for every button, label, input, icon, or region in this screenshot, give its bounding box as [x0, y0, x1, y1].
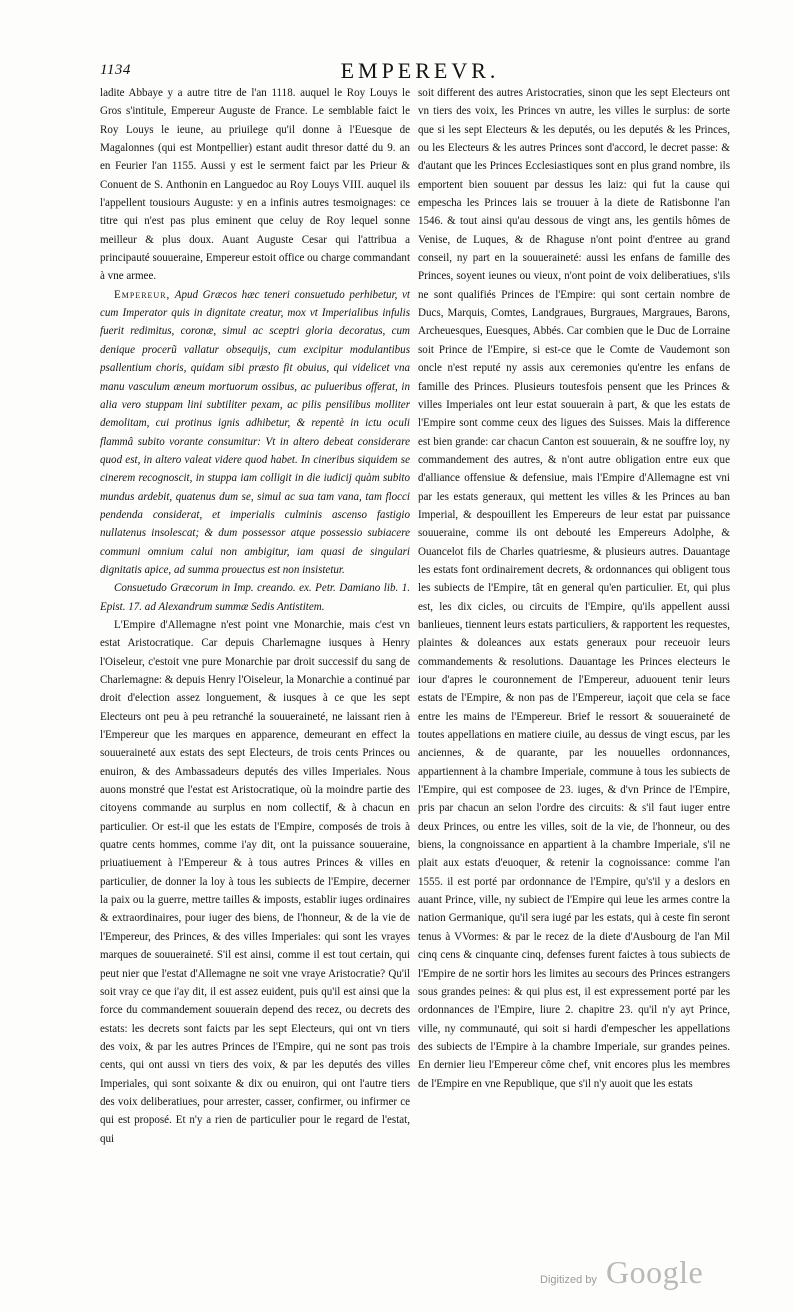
page-number: 1134 — [100, 62, 131, 78]
right-paragraph-1: soit different des autres Aristocraties, sinon que les sept Electeurs ont vn tiers des voix, les Princes vn autre, les villes le surplus: de sorte que si les sept Electeurs & les deputés, ou les deputés & les Princes, ou les Electeurs & les autres Princes sont d'accord, le decret passe: & d'autant que les Princes Ecclesiastiques sont en plus grand nombre, ils emportent bien souuent par dessus les laiz: qui fut la cause qui empescha les Princes lais se trouuer à la diete de Ratisbonne l'an 1546. & tout ainsi qu'au dessous de vingt ans, les gentils hômes de Venise, de Luques, & de Rhaguse n'ont point d'entree au grand conseil, ny part en la souueraineté: aussi les enfans de famille des Princes, soyent ieunes ou vieux, n'ont point de voix deliberatiues, s'ils ne sont qualifiés Princes de l'Empire: qui sont certain nombre de Ducs, Marquis, Comtes, Landgraues, Burgraues, Margraues, Barons, Archeuesques, Euesques, Abbés. Car combien que le Duc de Lorraine soit Prince de l'Empire, si est-ce que le Comte de Vaudemont son oncle n'est reputé ny assis aux ceremonies qu'entre les enfans de famille des Princes. Plusieurs toutesfois pensent que les Princes & villes Imperiales ont leur estat souuerain à part, & que les estats de l'Empire sont comme ceux des ligues des Suisses. Mais la difference est bien grande: car chacun Canton est souuerain, & ne souffre loy, ny commandement des autres, & n'ont autre obligation entre eux que d'alliance offensiue & defensiue, mais l'Empire d'Allemagne est vni par les estats generaux, qui mettent les villes & les Princes au ban Imperial, & despouillent les Empereurs de leur estat par puissance souueraine, comme ils ont debouté les Empereurs Adolphe, & Ouancelot fils de Charles quatriesme, & plusieurs autres. Dauantage les estats font ordinairement decrets, & ordonnances qui obligent tous les subiects de l'Empire, tât en general qu'en particulier. Et, qui plus est, les dix cicles, ou circuits de l'Empire, qu'ils appellent aussi banlieues, tiennent leurs estats particuliers, & rapportent les requestes, plaintes & doleances aux estats generaux pour receuoir leurs commandements & resolutions. Dauantage les Princes electeurs le iour d'apres le couronnement de l'Empereur, aduouent tenir leurs estats de l'Empire, & non pas de l'Empereur, iaçoit que cela se face entre les mains de l'Empereur. Brief le ressort & souueraineté de toutes appellations en matiere ciuile, au dessus de vingt escus, par les anciennes, & de quarante, par les nouuelles ordonnances, appartiennent à la chambre Imperiale, commune à tous les subiects de l'Empire, qui est composee de 23. iuges, & d'vn Prince de l'Empire, pris par chacun an selon l'ordre des circuits: & s'il faut iuger entre deux Princes, ou entre les villes, soit de la vie, de l'honneur, ou des biens, la congnoissance en appartient à la chambre Imperiale, s'il ne plait aux estats d'euoquer, & retenir la cognoissance: comme l'an 1555. il est porté par ordonnance de l'Empire, qu's'il y a deslors en auant Prince, ville, ny subiect de l'Empire qui leue les armes contre la nation Germanique, qu'il sera iugé par les estats, qui à ceste fin seront tenus à VVormes: & par le recez de la diete d'Ausbourg de l'an Mil cinq cens & cinquante cinq, defenses furent faictes à tous subiects de l'Empire de ne sortir hors les limites au secours des Princes estrangers sous grandes peines: & qui plus est, il est expressement porté par les ordonnances de l'Empire, liure 2. chapitre 23. qu'il n'y ayt Prince, ville, ny communauté, qui soit si hardi d'empescher les appellations des subiects de l'Empire à la chambre Imperiale, sur grandes peines. En dernier lieu l'Empereur côme chef, vnit encores plus les membres de l'Empire en vne Republique, que s'il n'y auoit que les estats — [418, 87, 730, 1090]
latin-quote: Apud Græcos hæc teneri consuetudo perhibetur, vt cum Imperator quis in dignitate creatur, mox vt Imperialibus infulis fuerit redimitus, coronæ, simul ac sceptri gloria decoratus, cum denique procerũ vallatur obsequijs, cum excipitur modulantibus psallentium choris, quidam sibi præsto fit obuius, qui videlicet vna manu vasculum æneum mortuorum ossibus, ac pulueribus offerat, in alia vero stuppam lini subtiliter pexam, ac pilis pensilibus molliter demolitam, cui protinus ignis adhibetur, & repentè in ictu oculi flammâ subito vorante consumitur: Vt in altero debeat considerare quod est, in altero valeat videre quod habet. In cineribus siquidem se cinerem recognoscit, in stuppa iam colligit in die iudicij quàm subito mundus ardebit, quatenus dum se, simul ac sua tam vana, tam flocci pendenda considerat, et imperialis culminis ascenso fastigio nullatenus insolescat; & dum possessor atque possessio subiacere communi omnium calui non ambigitur, iam quasi de singulari dignitatis apice, ad summa prouectus est non insistetur. — [100, 288, 410, 576]
left-column — [100, 84, 410, 1234]
digitized-watermark — [540, 1254, 750, 1294]
left-paragraph-empire: L'Empire d'Allemagne n'est point vne Monarchie, mais c'est vn estat Aristocratique. Car depuis Charlemagne iusques à Henry l'Oiseleur, c'estoit vne pure Monarchie par droit successif du sang de Charlemagne: & depuis Henry l'Oiseleur, la Monarchie a continué par droit d'election assez longuement, & iusques à ce que les sept Electeurs ont peu à peu retranché la souueraineté, ne laissant rien à l'Empereur que les marques en apparence, demeurant en effect la souueraineté aux estats des sept Electeurs, de trois cents Princes ou enuiron, & des Ambassadeurs deputés des villes Imperiales. Nous auons monstré que l'estat est Aristocratique, où la moindre partie des citoyens commande au surplus en nom collectif, & à chacun en particulier. Or est-il que les estats de l'Empire, composés de trois à quatre cents hommes, comme i'ay dit, ont la puissance souueraine, priuatiuement à l'Empereur & à tous autres Princes & villes en particulier, de donner la loy à tous les subiects de l'Empire, decerner la paix ou la guerre, mettre tailles & imposts, establir iuges ordinaires & extraordinaires, pour iuger des biens, de l'honneur, & de la vie de l'Empereur, des Princes, & des villes Imperiales: qui sont les vrayes marques de souueraineté. S'il est ainsi, comme il est tout certain, qui peut nier que l'estat d'Allemagne ne soit vne vraye Aristocratie? Qu'il soit vray ce que i'ay dit, il est assez euident, puis qu'il est ainsi que la force du commandement souuerain depend des recez, ou decrets des estats: les decrets sont faicts par les sept Electeurs, qui ont vn tiers des voix, & par les autres Princes de l'Empire, qui ne sont pas trois cents, qui ont aussi vn tiers des voix, & par les deputés des villes Imperiales, qui sont soixante & dix ou enuiron, qui ont l'autre tiers des voix deliberatiues, pour arrester, casser, confirmer, ou infirmer ce qui est proposé. Et n'y a rien de particulier pour le regard de l'estat, qui — [100, 618, 410, 1145]
right-column — [418, 84, 730, 1234]
page-header — [100, 58, 740, 84]
left-paragraph-1: ladite Abbaye y a autre titre de l'an 1118. auquel le Roy Louys le Gros s'intitule, Empereur Auguste de France. Le semblable faict le Roy Louys le ieune, au priuilege qu'il donne à l'Euesque de Magalonnes (qui est Montpellier) estant audit thresor datté du 9. an en Feurier l'an 1155. Aussi y est le serment faict par les Prieur & Conuent de S. Anthonin en Languedoc au Roy Louys VIII. auquel ils l'appellent tousiours Auguste: y en a infinis autres tesmoignages: ce titre qui n'est pas plus eminent que celuy de Roy lequel sonne meilleur & plus doux. Auant Auguste Cesar qui l'attribua a principauté souueraine, Empereur estoit office ou charge commandant à vne armee. — [100, 87, 410, 283]
latin-lead-word: Empereur, — [114, 288, 171, 301]
google-logo: Google — [606, 1254, 704, 1290]
left-paragraph-citation: Consuetudo Græcorum in Imp. creando. ex. Petr. Damiano lib. 1. Epist. 17. ad Alexandrum summæ Sedis Antistitem. — [100, 582, 410, 613]
digitized-by-label: Digitized by — [540, 1274, 597, 1286]
running-title: EMPEREVR. — [340, 58, 500, 83]
left-paragraph-latin — [100, 286, 410, 580]
